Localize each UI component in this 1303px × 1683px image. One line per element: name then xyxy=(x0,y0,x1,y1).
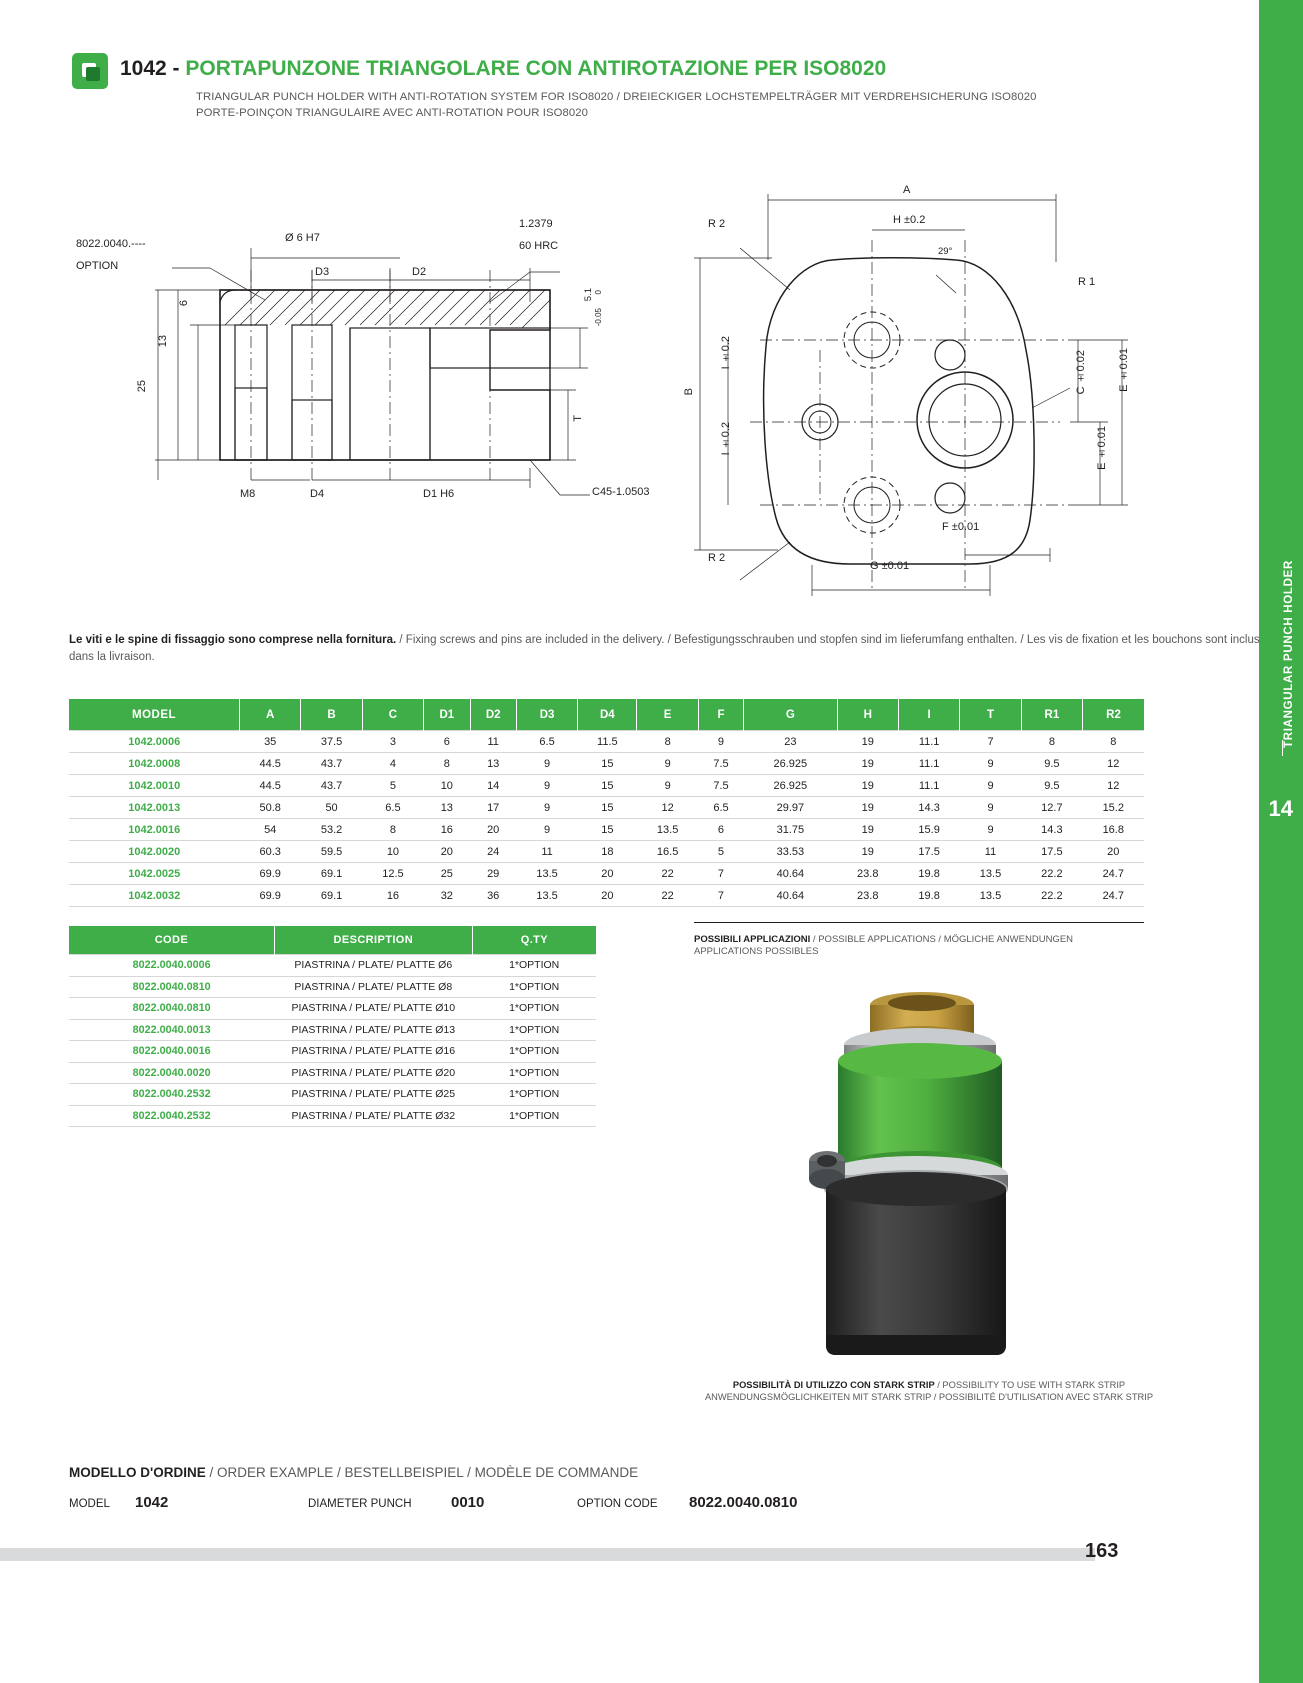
cell-description: PIASTRINA / PLATE/ PLATTE Ø10 xyxy=(274,998,472,1020)
cell-e: 13.5 xyxy=(637,819,698,841)
applications-title-rest: / POSSIBLE APPLICATIONS / MÖGLICHE ANWENDUNGEN xyxy=(810,934,1074,945)
subtitle-line-2: PORTE-POINÇON TRIANGULAIRE AVEC ANTI-ROTATION POUR ISO8020 xyxy=(196,107,589,119)
cell-e: 22 xyxy=(637,885,698,907)
cell-qty: 1*OPTION xyxy=(472,1084,596,1106)
label-t: T xyxy=(572,415,584,422)
order-option-label: OPTION CODE xyxy=(577,1498,658,1510)
col-i: I xyxy=(898,699,959,731)
col-d3: D3 xyxy=(516,699,577,731)
applications-title xyxy=(694,934,1164,958)
caption-rest: / POSSIBILITY TO USE WITH STARK STRIP xyxy=(934,1380,1126,1390)
note-rest: / Fixing screws and pins are included in the delivery. / Befestigungsschrauben und stopfen sind im lieferumfang enthalten. / Les vis de fixation et les bouchons sont inclus dans la livraison. xyxy=(69,634,1260,663)
cell-t: 9 xyxy=(960,775,1021,797)
cell-d4: 15 xyxy=(578,753,637,775)
cell-qty: 1*OPTION xyxy=(472,1019,596,1041)
dimensions-table xyxy=(69,699,1144,907)
cell-i: 11.1 xyxy=(898,753,959,775)
list-item[interactable] xyxy=(69,1062,596,1084)
cell-g: 26.925 xyxy=(744,775,837,797)
cell-e: 8 xyxy=(637,731,698,753)
order-diameter-label: DIAMETER PUNCH xyxy=(308,1498,412,1510)
cell-d4: 20 xyxy=(578,885,637,907)
cell-a: 50.8 xyxy=(240,797,301,819)
cell-a: 60.3 xyxy=(240,841,301,863)
cell-e: 9 xyxy=(637,775,698,797)
cell-i: 15.9 xyxy=(898,819,959,841)
cell-d2: 17 xyxy=(470,797,516,819)
list-item[interactable] xyxy=(69,976,596,998)
cell-f: 9 xyxy=(698,731,743,753)
delivery-note xyxy=(69,632,1279,666)
cell-model: 1042.0020 xyxy=(69,841,240,863)
col-t: T xyxy=(960,699,1021,731)
cell-qty: 1*OPTION xyxy=(472,1105,596,1127)
side-divider xyxy=(1282,740,1283,756)
cell-d1: 6 xyxy=(424,731,470,753)
label-E-right: E ±0.01 xyxy=(1118,348,1130,392)
cell-i: 19.8 xyxy=(898,863,959,885)
cell-qty: 1*OPTION xyxy=(472,976,596,998)
cell-e: 16.5 xyxy=(637,841,698,863)
cell-description: PIASTRINA / PLATE/ PLATTE Ø13 xyxy=(274,1019,472,1041)
cell-f: 7 xyxy=(698,885,743,907)
cell-g: 40.64 xyxy=(744,863,837,885)
label-option-code: 8022.0040.---- xyxy=(76,238,146,250)
label-d1: D1 H6 xyxy=(423,488,455,500)
cell-h: 23.8 xyxy=(837,863,898,885)
cell-i: 11.1 xyxy=(898,731,959,753)
cell-model: 1042.0006 xyxy=(69,731,240,753)
col-g: G xyxy=(744,699,837,731)
cell-g: 26.925 xyxy=(744,753,837,775)
applications-divider xyxy=(694,922,1144,923)
cell-f: 7 xyxy=(698,863,743,885)
cell-r1: 22.2 xyxy=(1021,885,1082,907)
col-f: F xyxy=(698,699,743,731)
label-d2: D2 xyxy=(412,266,427,278)
col-h: H xyxy=(837,699,898,731)
product-photo xyxy=(770,975,1060,1360)
label-hole-dia: Ø 6 H7 xyxy=(285,232,320,244)
order-model-value: 1042 xyxy=(135,1494,169,1511)
col-c: C xyxy=(362,699,423,731)
label-F: F ±0.01 xyxy=(942,521,980,533)
chapter-side-label: TRIANGULAR PUNCH HOLDER xyxy=(1283,560,1295,748)
cell-h: 23.8 xyxy=(837,885,898,907)
cell-code: 8022.0040.0810 xyxy=(69,976,274,998)
cell-c: 10 xyxy=(362,841,423,863)
table-row[interactable] xyxy=(69,885,1144,907)
cell-d1: 13 xyxy=(424,797,470,819)
cell-d2: 20 xyxy=(470,819,516,841)
subtitle-line-1: TRIANGULAR PUNCH HOLDER WITH ANTI-ROTATION SYSTEM FOR ISO8020 / DREIECKIGER LOCHSTEMPELTRÄGER MIT VERDREHSICHERUNG ISO8020 xyxy=(196,91,1037,103)
cell-b: 43.7 xyxy=(301,753,362,775)
cell-r2: 20 xyxy=(1083,841,1144,863)
cell-r2: 24.7 xyxy=(1083,885,1144,907)
brand-logo-icon xyxy=(72,53,108,89)
cell-t: 9 xyxy=(960,797,1021,819)
label-tol-005: -0.05 xyxy=(594,308,603,327)
technical-drawings xyxy=(60,150,1160,630)
cell-model: 1042.0010 xyxy=(69,775,240,797)
label-tol-51: 5.1 xyxy=(583,288,594,302)
label-H: H ±0.2 xyxy=(893,214,926,226)
table-row[interactable] xyxy=(69,863,1144,885)
list-item[interactable] xyxy=(69,1105,596,1127)
order-diameter-value: 0010 xyxy=(451,1494,485,1511)
table-row[interactable] xyxy=(69,731,1144,753)
table-row[interactable] xyxy=(69,841,1144,863)
label-hardness: 60 HRC xyxy=(519,240,559,252)
cell-f: 5 xyxy=(698,841,743,863)
table-row[interactable] xyxy=(69,797,1144,819)
cell-description: PIASTRINA / PLATE/ PLATTE Ø8 xyxy=(274,976,472,998)
order-title-rest: / ORDER EXAMPLE / BESTELLBEISPIEL / MODÈLE DE COMMANDE xyxy=(205,1465,639,1480)
cell-r1: 22.2 xyxy=(1021,863,1082,885)
col-r1: R1 xyxy=(1021,699,1082,731)
col-d1: D1 xyxy=(424,699,470,731)
col-d4: D4 xyxy=(578,699,637,731)
label-I-bottom: I ±0.2 xyxy=(720,422,732,456)
product-title: PORTAPUNZONE TRIANGOLARE CON ANTIROTAZIONE PER ISO8020 xyxy=(185,57,887,80)
cell-d4: 18 xyxy=(578,841,637,863)
cell-g: 40.64 xyxy=(744,885,837,907)
cell-i: 11.1 xyxy=(898,775,959,797)
cell-r2: 8 xyxy=(1083,731,1144,753)
label-B: B xyxy=(683,388,695,396)
col-a: A xyxy=(240,699,301,731)
cell-qty: 1*OPTION xyxy=(472,1062,596,1084)
cell-d1: 25 xyxy=(424,863,470,885)
caption-bold: POSSIBILITÀ DI UTILIZZO CON STARK STRIP xyxy=(732,1380,935,1390)
cell-e: 12 xyxy=(637,797,698,819)
cell-f: 6 xyxy=(698,819,743,841)
label-A: A xyxy=(903,184,911,196)
label-R2-bottom: R 2 xyxy=(708,552,726,564)
label-angle: 29° xyxy=(938,246,953,257)
cell-d2: 24 xyxy=(470,841,516,863)
cell-h: 19 xyxy=(837,819,898,841)
cell-d1: 32 xyxy=(424,885,470,907)
cell-i: 14.3 xyxy=(898,797,959,819)
label-v25: 25 xyxy=(136,380,148,393)
cell-h: 19 xyxy=(837,775,898,797)
label-G: G ±0.01 xyxy=(870,560,910,572)
cell-i: 17.5 xyxy=(898,841,959,863)
cell-qty: 1*OPTION xyxy=(472,1041,596,1063)
cell-b: 53.2 xyxy=(301,819,362,841)
list-item[interactable] xyxy=(69,955,596,977)
caption-line2: ANWENDUNGSMÖGLICHKEITEN MIT STARK STRIP / POSSIBILITÉ D'UTILISATION AVEC STARK STRIP xyxy=(704,1391,1154,1402)
cell-d1: 20 xyxy=(424,841,470,863)
cell-i: 19.8 xyxy=(898,885,959,907)
cell-description: PIASTRINA / PLATE/ PLATTE Ø25 xyxy=(274,1084,472,1106)
chapter-side-bar xyxy=(1259,0,1303,1683)
cell-d4: 20 xyxy=(578,863,637,885)
cell-t: 11 xyxy=(960,841,1021,863)
page-title xyxy=(120,57,886,81)
order-title-bold: MODELLO D'ORDINE xyxy=(69,1465,206,1480)
cell-d1: 8 xyxy=(424,753,470,775)
cell-model: 1042.0025 xyxy=(69,863,240,885)
cell-d4: 15 xyxy=(578,819,637,841)
note-bold: Le viti e le spine di fissaggio sono comprese nella fornitura. xyxy=(69,634,397,646)
cell-f: 7.5 xyxy=(698,775,743,797)
cell-r2: 15.2 xyxy=(1083,797,1144,819)
table-row[interactable] xyxy=(69,775,1144,797)
cell-r1: 17.5 xyxy=(1021,841,1082,863)
cell-description: PIASTRINA / PLATE/ PLATTE Ø32 xyxy=(274,1105,472,1127)
page-subtitle xyxy=(196,89,1146,121)
footer-bar xyxy=(0,1548,1095,1561)
cell-model: 1042.0032 xyxy=(69,885,240,907)
col-code: CODE xyxy=(69,926,274,955)
cell-h: 19 xyxy=(837,841,898,863)
cell-description: PIASTRINA / PLATE/ PLATTE Ø20 xyxy=(274,1062,472,1084)
col-qty: Q.TY xyxy=(472,926,596,955)
cell-d2: 36 xyxy=(470,885,516,907)
cell-c: 8 xyxy=(362,819,423,841)
label-d4: D4 xyxy=(310,488,325,500)
order-example-title xyxy=(69,1465,638,1480)
cell-model: 1042.0008 xyxy=(69,753,240,775)
cell-description: PIASTRINA / PLATE/ PLATTE Ø6 xyxy=(274,955,472,977)
label-C: C ±0.02 xyxy=(1075,350,1087,395)
cell-code: 8022.0040.2532 xyxy=(69,1105,274,1127)
cell-e: 22 xyxy=(637,863,698,885)
label-material-top: 1.2379 xyxy=(519,218,553,230)
col-d2: D2 xyxy=(470,699,516,731)
cell-c: 3 xyxy=(362,731,423,753)
order-option-value: 8022.0040.0810 xyxy=(689,1494,798,1511)
list-item[interactable] xyxy=(69,1041,596,1063)
cell-qty: 1*OPTION xyxy=(472,998,596,1020)
list-item[interactable] xyxy=(69,1019,596,1041)
cell-r1: 9.5 xyxy=(1021,753,1082,775)
cell-g: 31.75 xyxy=(744,819,837,841)
cell-t: 9 xyxy=(960,819,1021,841)
cell-d1: 10 xyxy=(424,775,470,797)
cell-d4: 15 xyxy=(578,797,637,819)
cell-d3: 9 xyxy=(516,775,577,797)
label-d3: D3 xyxy=(315,266,330,278)
cell-code: 8022.0040.0810 xyxy=(69,998,274,1020)
cell-r2: 12 xyxy=(1083,775,1144,797)
label-I-top: I ±0.2 xyxy=(720,336,732,370)
cell-b: 69.1 xyxy=(301,863,362,885)
cell-d3: 13.5 xyxy=(516,885,577,907)
cell-t: 13.5 xyxy=(960,885,1021,907)
cell-d2: 13 xyxy=(470,753,516,775)
cell-b: 50 xyxy=(301,797,362,819)
cell-code: 8022.0040.0020 xyxy=(69,1062,274,1084)
code-header-row xyxy=(69,926,596,955)
cell-a: 54 xyxy=(240,819,301,841)
cell-t: 13.5 xyxy=(960,863,1021,885)
cell-code: 8022.0040.2532 xyxy=(69,1084,274,1106)
applications-title-bold: POSSIBILI APPLICAZIONI xyxy=(694,934,811,945)
label-E-low: E ±0.01 xyxy=(1096,426,1108,470)
page-number: 163 xyxy=(1085,1540,1119,1562)
list-item[interactable] xyxy=(69,1084,596,1106)
cell-description: PIASTRINA / PLATE/ PLATTE Ø16 xyxy=(274,1041,472,1063)
table-header-row xyxy=(69,699,1144,731)
cell-d3: 9 xyxy=(516,753,577,775)
cell-a: 69.9 xyxy=(240,885,301,907)
label-R1: R 1 xyxy=(1078,276,1096,288)
cell-a: 69.9 xyxy=(240,863,301,885)
cell-d3: 9 xyxy=(516,819,577,841)
cell-d4: 11.5 xyxy=(578,731,637,753)
cell-a: 35 xyxy=(240,731,301,753)
col-r2: R2 xyxy=(1083,699,1144,731)
cell-c: 5 xyxy=(362,775,423,797)
cell-e: 9 xyxy=(637,753,698,775)
cell-g: 23 xyxy=(744,731,837,753)
label-v13: 13 xyxy=(157,335,169,348)
cell-qty: 1*OPTION xyxy=(472,955,596,977)
label-material-bottom: C45-1.0503 xyxy=(592,486,650,498)
photo-caption xyxy=(694,1380,1164,1403)
cell-h: 19 xyxy=(837,731,898,753)
cell-b: 37.5 xyxy=(301,731,362,753)
cell-d2: 14 xyxy=(470,775,516,797)
order-model-label: MODEL xyxy=(69,1498,110,1510)
cell-b: 43.7 xyxy=(301,775,362,797)
cell-r1: 9.5 xyxy=(1021,775,1082,797)
cell-d4: 15 xyxy=(578,775,637,797)
table-row[interactable] xyxy=(69,753,1144,775)
cell-d2: 11 xyxy=(470,731,516,753)
drawing-svg xyxy=(60,150,1160,630)
cell-g: 29.97 xyxy=(744,797,837,819)
cell-c: 12.5 xyxy=(362,863,423,885)
col-model: MODEL xyxy=(69,699,240,731)
cell-d1: 16 xyxy=(424,819,470,841)
list-item[interactable] xyxy=(69,998,596,1020)
label-option-word: OPTION xyxy=(76,260,119,272)
label-m8: M8 xyxy=(240,488,256,500)
cell-c: 4 xyxy=(362,753,423,775)
cell-t: 7 xyxy=(960,731,1021,753)
cell-b: 69.1 xyxy=(301,885,362,907)
cell-f: 7.5 xyxy=(698,753,743,775)
cell-code: 8022.0040.0006 xyxy=(69,955,274,977)
cell-d3: 9 xyxy=(516,797,577,819)
cell-r2: 16.8 xyxy=(1083,819,1144,841)
col-e: E xyxy=(637,699,698,731)
cell-r1: 14.3 xyxy=(1021,819,1082,841)
label-tol-0: 0 xyxy=(594,290,603,295)
cell-h: 19 xyxy=(837,797,898,819)
cell-h: 19 xyxy=(837,753,898,775)
cell-d3: 11 xyxy=(516,841,577,863)
label-R2-top: R 2 xyxy=(708,218,726,230)
cell-d3: 6.5 xyxy=(516,731,577,753)
cell-a: 44.5 xyxy=(240,775,301,797)
label-v6: 6 xyxy=(178,300,190,307)
product-photo-svg xyxy=(770,975,1060,1360)
cell-r1: 12.7 xyxy=(1021,797,1082,819)
cell-f: 6.5 xyxy=(698,797,743,819)
cell-c: 6.5 xyxy=(362,797,423,819)
cell-c: 16 xyxy=(362,885,423,907)
applications-title-line2: APPLICATIONS POSSIBLES xyxy=(694,946,819,957)
cell-a: 44.5 xyxy=(240,753,301,775)
cell-b: 59.5 xyxy=(301,841,362,863)
col-b: B xyxy=(301,699,362,731)
col-description: DESCRIPTION xyxy=(274,926,472,955)
chapter-number: 14 xyxy=(1268,796,1293,821)
cell-d3: 13.5 xyxy=(516,863,577,885)
cell-r2: 12 xyxy=(1083,753,1144,775)
cell-r1: 8 xyxy=(1021,731,1082,753)
cell-code: 8022.0040.0013 xyxy=(69,1019,274,1041)
cell-g: 33.53 xyxy=(744,841,837,863)
option-codes-table xyxy=(69,926,596,1127)
cell-code: 8022.0040.0016 xyxy=(69,1041,274,1063)
table-row[interactable] xyxy=(69,819,1144,841)
cell-d2: 29 xyxy=(470,863,516,885)
cell-t: 9 xyxy=(960,753,1021,775)
cell-r2: 24.7 xyxy=(1083,863,1144,885)
cell-model: 1042.0013 xyxy=(69,797,240,819)
product-code: 1042 - xyxy=(120,57,186,80)
cell-model: 1042.0016 xyxy=(69,819,240,841)
